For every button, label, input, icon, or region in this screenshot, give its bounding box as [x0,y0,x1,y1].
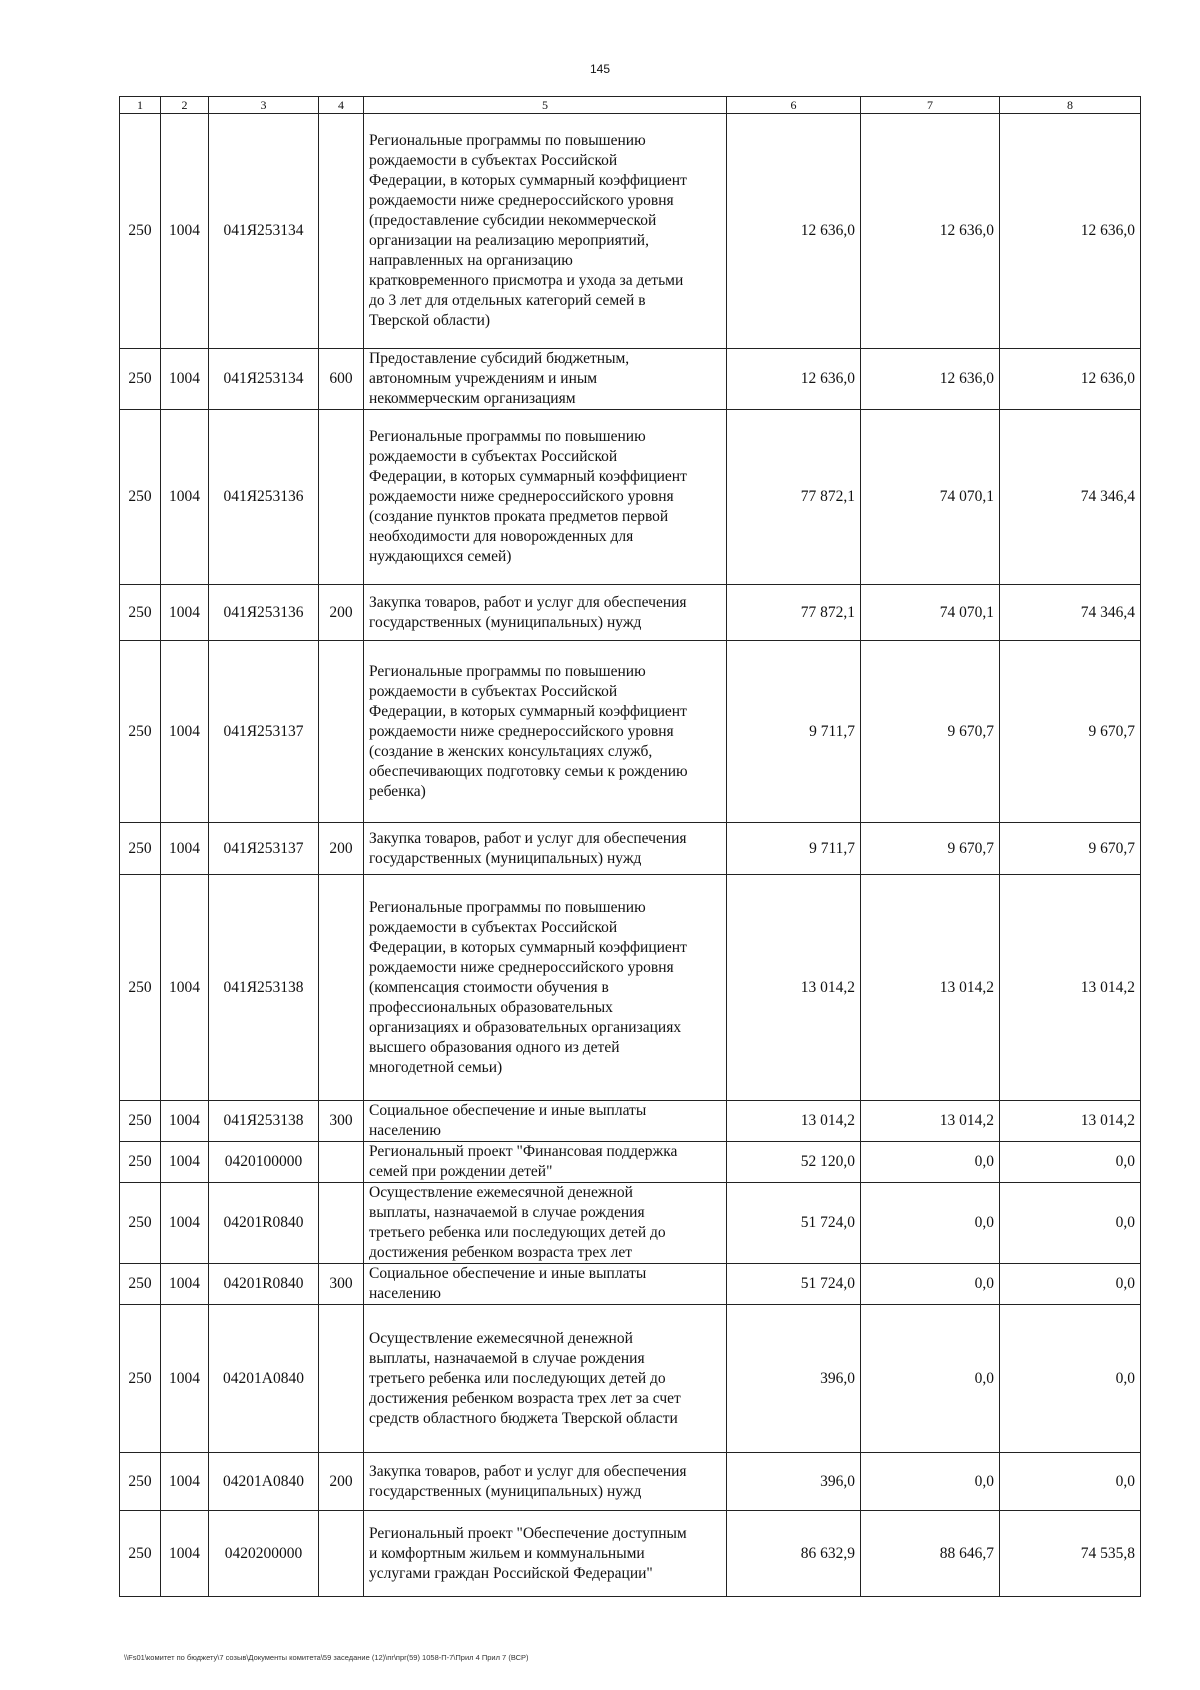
table-row [120,349,1141,410]
cell-target-article: 04201A0840 [209,1305,319,1453]
description-line: рождаемости в субъектах Российской [369,152,618,169]
column-header-5: 5 [364,97,727,114]
description-line: Региональные программы по повышению [369,662,646,680]
cell-ministry-code: 250 [120,1183,161,1264]
table-row [120,1453,1141,1511]
cell-expense-type [319,410,364,585]
cell-section-code: 1004 [161,1453,209,1511]
description-line: Региональные программы по повышению [369,898,646,916]
cell-amount-year-1: 13 014,2 [727,1101,861,1142]
description-line: семей при рождении детей" [369,1163,553,1180]
cell-amount-year-2: 13 014,2 [861,1101,1000,1142]
cell-description [364,1264,727,1305]
cell-description [364,641,727,823]
cell-description [364,1305,727,1453]
cell-ministry-code: 250 [120,823,161,875]
cell-ministry-code: 250 [120,1101,161,1142]
cell-amount-year-3: 12 636,0 [1000,349,1141,410]
cell-section-code: 1004 [161,585,209,641]
cell-section-code: 1004 [161,1142,209,1183]
cell-ministry-code: 250 [120,1305,161,1453]
description-line: услугами граждан Российской Федерации" [369,1564,653,1582]
cell-amount-year-2: 13 014,2 [861,875,1000,1101]
description-line: рождаемости ниже среднероссийского уровня [369,958,674,976]
cell-section-code: 1004 [161,1264,209,1305]
cell-amount-year-2: 74 070,1 [861,410,1000,585]
description-line: Региональный проект "Финансовая поддержка [369,1143,678,1160]
description-line: Закупка товаров, работ и услуг для обеспечения [369,1462,687,1480]
cell-expense-type: 200 [319,1453,364,1511]
description-line: государственных (муниципальных) нужд [369,849,642,867]
cell-amount-year-3: 74 346,4 [1000,410,1141,585]
description-line: средств областного бюджета Тверской области [369,1409,678,1427]
description-line: государственных (муниципальных) нужд [369,1482,642,1500]
cell-expense-type [319,1511,364,1597]
cell-section-code: 1004 [161,641,209,823]
table-row [120,1142,1141,1183]
cell-amount-year-1: 9 711,7 [727,823,861,875]
cell-expense-type: 300 [319,1101,364,1142]
cell-amount-year-1: 12 636,0 [727,114,861,349]
cell-amount-year-3: 0,0 [1000,1142,1141,1183]
cell-description [364,1511,727,1597]
cell-amount-year-3: 0,0 [1000,1183,1141,1264]
table-body [120,114,1141,1597]
cell-ministry-code: 250 [120,410,161,585]
cell-expense-type [319,641,364,823]
description-line: организации на реализацию мероприятий, [369,232,649,249]
table-row [120,875,1141,1101]
description-line: населению [369,1122,441,1139]
table-row [120,1511,1141,1597]
cell-description [364,114,727,349]
cell-section-code: 1004 [161,349,209,410]
description-line: высшего образования одного из детей [369,1038,620,1056]
cell-amount-year-1: 52 120,0 [727,1142,861,1183]
description-line: достижения ребенком возраста трех лет [369,1244,633,1261]
description-line: рождаемости в субъектах Российской [369,918,618,936]
description-line: Федерации, в которых суммарный коэффициент [369,702,687,720]
cell-target-article: 04201A0840 [209,1453,319,1511]
description-line: Федерации, в которых суммарный коэффициент [369,938,687,956]
cell-target-article: 041Я253134 [209,114,319,349]
description-line: (создание пунктов проката предметов первой [369,508,669,525]
cell-amount-year-3: 12 636,0 [1000,114,1141,349]
column-header-4: 4 [319,97,364,114]
cell-amount-year-2: 12 636,0 [861,114,1000,349]
cell-expense-type [319,1305,364,1453]
description-line: Предоставление субсидий бюджетным, [369,350,630,367]
page-number: 145 [589,62,611,76]
cell-expense-type [319,1142,364,1183]
table-header-row [120,97,1141,114]
cell-amount-year-1: 51 724,0 [727,1183,861,1264]
cell-amount-year-3: 13 014,2 [1000,875,1141,1101]
description-line: достижения ребенком возраста трех лет за счет [369,1389,681,1407]
description-line: Региональные программы по повышению [369,428,646,445]
description-line: Региональный проект "Обеспечение доступным [369,1524,687,1542]
footer-file-path: \\Fs01\комитет по бюджету\7 созыв\Документы комитета\59 заседание (12)\пr\прr(59) 1058-П-7\Прил 4 Прил 7 (ВСР) [124,1653,529,1662]
table-row [120,585,1141,641]
cell-amount-year-2: 0,0 [861,1305,1000,1453]
description-line: Осуществление ежемесячной денежной [369,1184,633,1201]
description-line: населению [369,1285,441,1302]
cell-amount-year-3: 0,0 [1000,1305,1141,1453]
table-row [120,114,1141,349]
description-line: рождаемости в субъектах Российской [369,448,618,465]
cell-amount-year-1: 51 724,0 [727,1264,861,1305]
description-line: рождаемости в субъектах Российской [369,682,618,700]
description-line: рождаемости ниже среднероссийского уровня [369,192,674,209]
table-row [120,641,1141,823]
description-line: организациях и образовательных организациях [369,1018,682,1036]
cell-target-article: 041Я253134 [209,349,319,410]
cell-target-article: 041Я253138 [209,875,319,1101]
cell-amount-year-2: 74 070,1 [861,585,1000,641]
cell-section-code: 1004 [161,823,209,875]
table-row [120,1101,1141,1142]
description-line: нуждающихся семей) [369,548,512,565]
cell-section-code: 1004 [161,114,209,349]
cell-expense-type: 200 [319,585,364,641]
cell-amount-year-1: 13 014,2 [727,875,861,1101]
cell-description [364,823,727,875]
cell-expense-type [319,875,364,1101]
table-row [120,1305,1141,1453]
cell-amount-year-3: 13 014,2 [1000,1101,1141,1142]
cell-target-article: 041Я253137 [209,823,319,875]
cell-amount-year-3: 9 670,7 [1000,823,1141,875]
cell-section-code: 1004 [161,875,209,1101]
description-line: государственных (муниципальных) нужд [369,613,642,631]
cell-ministry-code: 250 [120,114,161,349]
cell-description [364,410,727,585]
cell-expense-type [319,114,364,349]
cell-amount-year-2: 0,0 [861,1453,1000,1511]
cell-ministry-code: 250 [120,875,161,1101]
cell-amount-year-2: 9 670,7 [861,823,1000,875]
description-line: выплаты, назначаемой в случае рождения [369,1349,645,1367]
cell-amount-year-2: 0,0 [861,1183,1000,1264]
column-header-1: 1 [120,97,161,114]
column-header-3: 3 [209,97,319,114]
cell-amount-year-3: 0,0 [1000,1264,1141,1305]
cell-amount-year-2: 0,0 [861,1264,1000,1305]
cell-expense-type [319,1183,364,1264]
description-line: Федерации, в которых суммарный коэффициент [369,172,687,189]
description-line: профессиональных образовательных [369,998,613,1016]
table-row [120,1264,1141,1305]
cell-ministry-code: 250 [120,1453,161,1511]
cell-expense-type: 600 [319,349,364,410]
column-header-7: 7 [861,97,1000,114]
cell-amount-year-3: 74 346,4 [1000,585,1141,641]
table-row [120,1183,1141,1264]
description-line: некоммерческим организациям [369,390,576,407]
cell-description [364,1453,727,1511]
column-header-6: 6 [727,97,861,114]
cell-target-article: 0420200000 [209,1511,319,1597]
description-line: третьего ребенка или последующих детей до [369,1369,666,1387]
cell-amount-year-1: 396,0 [727,1453,861,1511]
cell-amount-year-2: 12 636,0 [861,349,1000,410]
description-line: многодетной семьи) [369,1058,503,1076]
column-header-2: 2 [161,97,209,114]
cell-target-article: 041Я253136 [209,585,319,641]
description-line: Осуществление ежемесячной денежной [369,1329,633,1347]
cell-description [364,1183,727,1264]
cell-section-code: 1004 [161,1101,209,1142]
cell-expense-type: 300 [319,1264,364,1305]
description-line: направленных на организацию [369,252,573,269]
cell-target-article: 0420100000 [209,1142,319,1183]
description-line: рождаемости ниже среднероссийского уровня [369,488,674,505]
cell-amount-year-1: 86 632,9 [727,1511,861,1597]
description-line: Федерации, в которых суммарный коэффициент [369,468,687,485]
table-row [120,410,1141,585]
cell-target-article: 041Я253138 [209,1101,319,1142]
description-line: (создание в женских консультациях служб, [369,742,653,760]
cell-section-code: 1004 [161,1183,209,1264]
cell-section-code: 1004 [161,1305,209,1453]
description-line: Социальное обеспечение и иные выплаты [369,1265,647,1282]
cell-amount-year-2: 9 670,7 [861,641,1000,823]
cell-expense-type: 200 [319,823,364,875]
description-line: до 3 лет для отдельных категорий семей в [369,292,646,309]
description-line: автономным учреждениям и иным [369,370,598,387]
cell-description [364,585,727,641]
description-line: Закупка товаров, работ и услуг для обеспечения [369,829,687,847]
column-header-8: 8 [1000,97,1141,114]
cell-amount-year-1: 77 872,1 [727,410,861,585]
cell-amount-year-3: 9 670,7 [1000,641,1141,823]
description-line: Тверской области) [369,312,491,329]
cell-amount-year-2: 88 646,7 [861,1511,1000,1597]
description-line: (компенсация стоимости обучения в [369,978,609,996]
cell-ministry-code: 250 [120,1511,161,1597]
cell-target-article: 041Я253137 [209,641,319,823]
cell-section-code: 1004 [161,410,209,585]
cell-ministry-code: 250 [120,1142,161,1183]
cell-target-article: 04201R0840 [209,1183,319,1264]
cell-ministry-code: 250 [120,349,161,410]
cell-amount-year-3: 0,0 [1000,1453,1141,1511]
cell-amount-year-2: 0,0 [861,1142,1000,1183]
table-row [120,823,1141,875]
description-line: рождаемости ниже среднероссийского уровня [369,722,674,740]
cell-amount-year-1: 12 636,0 [727,349,861,410]
description-line: Социальное обеспечение и иные выплаты [369,1102,647,1119]
description-line: Закупка товаров, работ и услуг для обеспечения [369,593,687,611]
description-line: кратковременного присмотра и ухода за детьми [369,272,684,289]
budget-table [119,96,1141,1597]
description-line: (предоставление субсидии некоммерческой [369,212,657,229]
cell-description [364,1142,727,1183]
cell-description [364,1101,727,1142]
cell-amount-year-1: 9 711,7 [727,641,861,823]
description-line: обеспечивающих подготовку семьи к рождению [369,762,688,780]
cell-target-article: 041Я253136 [209,410,319,585]
cell-description [364,875,727,1101]
cell-ministry-code: 250 [120,641,161,823]
description-line: и комфортным жильем и коммунальными [369,1544,645,1562]
cell-description [364,349,727,410]
cell-amount-year-1: 396,0 [727,1305,861,1453]
cell-amount-year-1: 77 872,1 [727,585,861,641]
cell-section-code: 1004 [161,1511,209,1597]
description-line: необходимости для новорожденных для [369,528,634,545]
cell-amount-year-3: 74 535,8 [1000,1511,1141,1597]
cell-ministry-code: 250 [120,1264,161,1305]
cell-target-article: 04201R0840 [209,1264,319,1305]
cell-ministry-code: 250 [120,585,161,641]
description-line: выплаты, назначаемой в случае рождения [369,1204,645,1221]
description-line: третьего ребенка или последующих детей до [369,1224,666,1241]
description-line: ребенка) [369,782,426,800]
description-line: Региональные программы по повышению [369,132,646,149]
